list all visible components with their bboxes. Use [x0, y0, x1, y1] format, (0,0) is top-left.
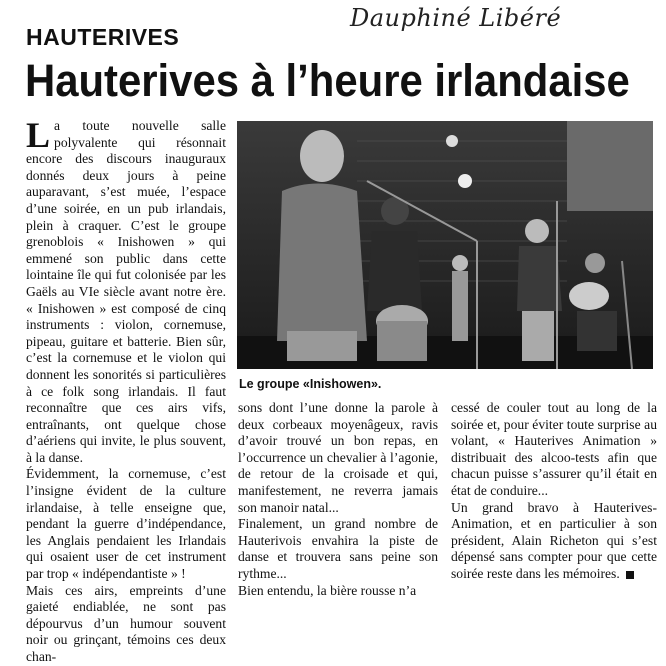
photo-caption: Le groupe «Inishowen».	[239, 377, 382, 391]
lead-paragraph: La toute nouvelle salle polyvalente qui résonnait encore des discours inauguraux donnés deux jours à peine auparavant, s’est muée, l’espace d’une soirée, en un pub irlandais, plein à craquer. C’est le groupe grenoblois « Inishowen » qui emmené son public dans cette lointaine île qui fut colonisée par les Gaëls au VIe siècle avant notre ère. « Inishowen » est composé de cinq instruments : violon, cornemuse, pipeau, guitare et batterie. Bien sûr, c’est la cornemuse et le violon qui donnent les sonorités si particulières à ce folk song irlandais. Il faut reconnaître que ces airs vifs, entraînants, ont quelque chose d’aériens qui invite, le plus souvent, à la danse.	[26, 115, 226, 465]
paragraph: Mais ces airs, empreints d’une gaieté endiablée, ne sont pas dépourvus d’un humour souvent noir ou grinçant, témoins ces deux chan-	[26, 582, 226, 664]
article-column-1	[26, 115, 226, 666]
dropcap: L	[26, 115, 51, 155]
headline: Hauterives à l’heure irlandaise	[25, 55, 630, 106]
band-photo	[237, 121, 653, 369]
paragraph: cessé de couler tout au long de la soirée et, pour éviter toute surprise au volant, « Hauterives Animation » distribuait des alcoo-tests afin que chacun puisse s’assurer qu’il était en état de conduire...	[451, 400, 657, 498]
band-photo-icon	[237, 121, 653, 369]
paragraph: sons dont l’une donne la parole à deux corbeaux moyenâgeux, ravis d’avoir trouvé un bon repas, en l’occurrence un chevalier à l’agonie, de retour de la croisade et qui, manifestement, ne reverra jamais son manoir natal...	[238, 400, 438, 515]
paragraph: Bien entendu, la bière rousse n’a	[238, 582, 417, 598]
paragraph: Finalement, un grand nombre de Hauterivois envahira la piste de danse et trouvera sans peine son rythme...	[238, 516, 438, 581]
end-mark-icon	[626, 571, 634, 579]
paragraph: Un grand bravo à Hauterives-Animation, et en particulier à son président, Alain Richeton qui s’est dépensé sans compter pour que cette soirée reste dans les mémoires.	[451, 499, 657, 581]
article-column-2	[238, 400, 438, 599]
kicker: HAUTERIVES	[26, 24, 180, 50]
paragraph: Évidemment, la cornemuse, c’est l’insigne évident de la culture irlandaise, à telle enseigne que, pendant la guerre d’indépendance, les Anglais pendaient les Irlandais qui osaient user de cet instrument par trop « indépendantiste » !	[26, 466, 226, 582]
masthead: Dauphiné Libéré	[350, 4, 562, 32]
article-column-3	[451, 400, 657, 583]
